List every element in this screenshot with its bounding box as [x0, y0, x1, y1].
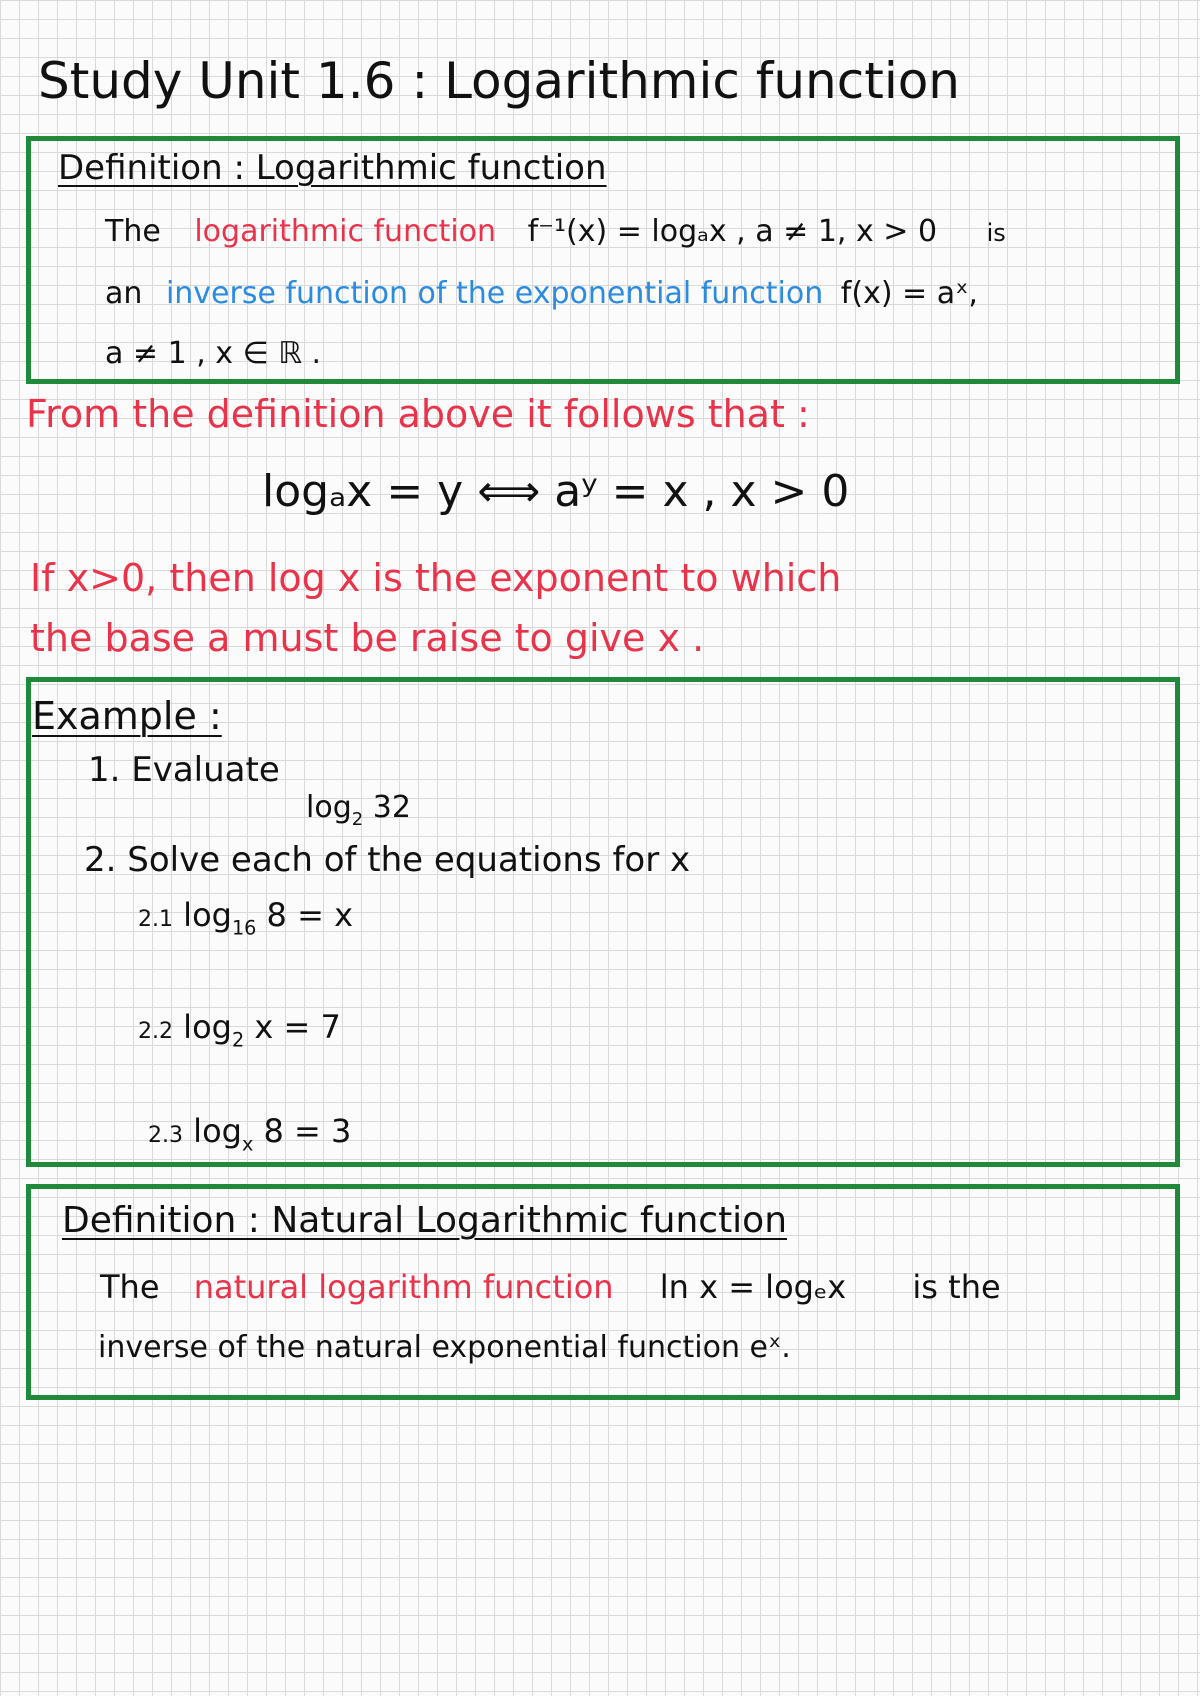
logarithmic-function-term: logarithmic function [194, 214, 497, 249]
log-function-formula: f⁻¹(x) = logₐx , a ≠ 1, x > 0 [527, 214, 938, 249]
q1-log: log [306, 790, 352, 825]
q2-2-label: 2.2 [138, 1019, 173, 1044]
definition-line-1 [105, 214, 1006, 249]
log-exponent-equivalence: logₐx = y ⟺ aʸ = x , x > 0 [262, 466, 850, 517]
example-heading: Example : [32, 694, 222, 738]
exponent-note-line-2: the base a must be raise to give x . [30, 616, 705, 660]
exponent-note-text-1: If x>0, then log x is the exponent to which [30, 556, 842, 600]
natural-log-heading: Definition : Natural Logarithmic function [62, 1200, 788, 1241]
question-2: 2. Solve each of the equations for x [84, 840, 691, 880]
natural-log-line-1 [100, 1268, 1001, 1306]
question-2-1 [138, 896, 353, 940]
natural-log-term: natural logarithm function [193, 1268, 614, 1306]
q2-1-log: log [183, 896, 232, 934]
q2-1-label: 2.1 [138, 907, 173, 932]
page-title: Study Unit 1.6 : Logarithmic function [38, 52, 960, 110]
q2-2-rest: x = 7 [254, 1008, 341, 1046]
definition-line-1-end: is [986, 219, 1006, 247]
natural-log-formula: ln x = logₑx [659, 1268, 847, 1306]
q1-base: 2 [351, 809, 364, 831]
definition-heading: Definition : Logarithmic function [58, 148, 607, 188]
q2-2-base: 2 [231, 1028, 245, 1052]
question-2-2 [138, 1008, 341, 1052]
q1-arg: 32 [372, 790, 411, 825]
natural-log-line-2: inverse of the natural exponential function eˣ. [98, 1330, 791, 1365]
definition-line-1-pre: The [105, 214, 161, 249]
natural-log-line-1-pre: The [100, 1268, 160, 1306]
question-1-expression [306, 790, 411, 830]
question-1: 1. Evaluate [88, 750, 280, 790]
q2-3-label: 2.3 [148, 1123, 183, 1148]
q2-1-base: 16 [231, 916, 257, 940]
definition-line-2 [105, 276, 978, 311]
question-2-3 [148, 1112, 351, 1156]
q2-3-base: x [241, 1132, 254, 1156]
definition-line-2-pre: an [105, 276, 143, 311]
natural-log-line-1-end: is the [912, 1268, 1001, 1306]
q2-3-rest: 8 = 3 [263, 1112, 352, 1150]
q2-1-rest: 8 = x [266, 896, 353, 934]
inverse-function-phrase: inverse function of the exponential function [165, 276, 824, 311]
q2-2-log: log [183, 1008, 232, 1046]
definition-line-3: a ≠ 1 , x ∈ ℝ . [105, 336, 322, 371]
exponential-function-formula: f(x) = aˣ, [840, 276, 978, 311]
follows-intro: From the definition above it follows that : [26, 392, 810, 436]
q2-3-log: log [193, 1112, 242, 1150]
exponent-note-line-1 [30, 556, 841, 600]
